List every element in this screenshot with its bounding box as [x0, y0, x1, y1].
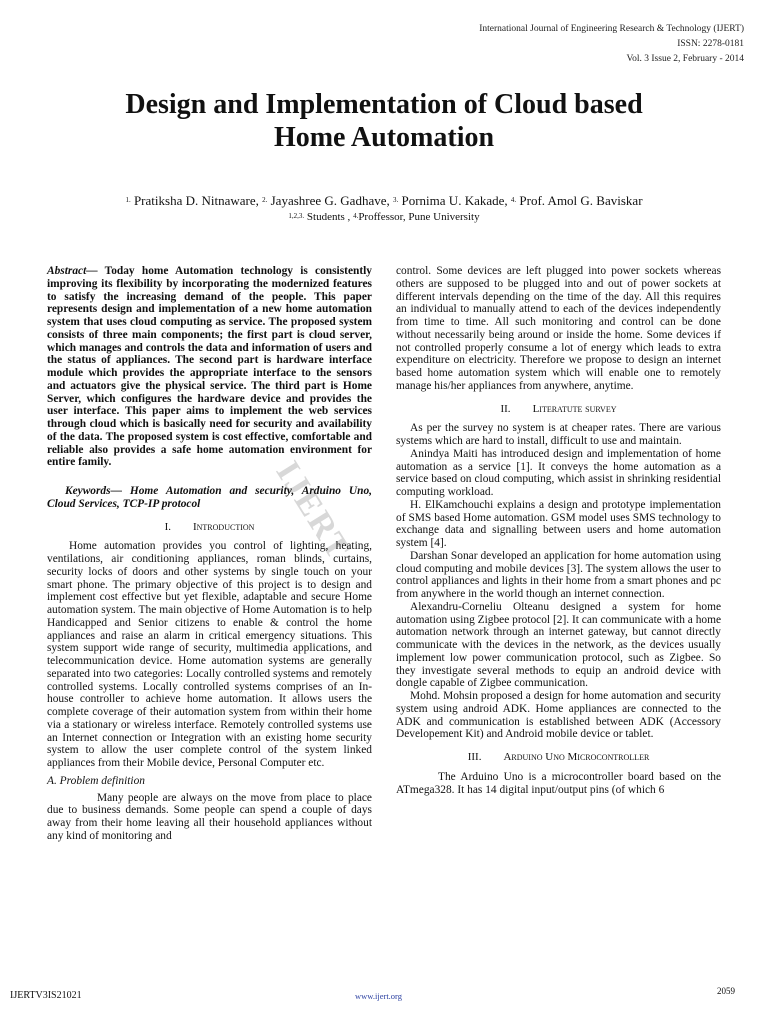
abstract-label: Abstract— [47, 265, 98, 277]
affiliation-students: Students , [304, 211, 354, 223]
paragraph: Mohd. Mohsin proposed a design for home automation and security system using android ADK. Home appliances are connected to the ADK and communication is established between ADK (Accessory Developement Kit) and Android mobile device or tablet. [396, 690, 721, 741]
affiliation-marker-2: 4. [353, 212, 359, 220]
author-list [60, 193, 708, 209]
right-column [396, 265, 721, 796]
section-number: III. [467, 751, 482, 763]
journal-name: International Journal of Engineering Research & Technology (IJERT) [479, 24, 744, 34]
left-column [47, 265, 372, 843]
keywords: Keywords— Home Automation and security, Arduino Uno, Cloud Services, TCP-IP protocol [47, 485, 372, 510]
abstract-text: Today home Automation technology is consistently improving its flexibility by incorporating the modernized features to satisfy the increasing demand of the people. This paper represents design and implementation of a new home automation system that uses cloud computing as service. The proposed system consists of three main components; the first part is cloud server, which manages and controls the data and information of users and the status of appliances. The second part is hardware interface module which provides the appropriate interface to the sensors and actuators give the physical service. The third part is Home Server, which configures the hardware device and provides the user interface. This paper aims to implement the web services through cloud which is basically need for security and availability of the data. The proposed system is cost effective, comfortable and reliable also provides a safe home automation environment for entire family. [47, 265, 372, 469]
abstract [47, 265, 372, 469]
author-1: Pratiksha D. Nitnaware, [130, 193, 263, 208]
page-number: 2059 [717, 986, 735, 996]
section-heading-arduino [396, 751, 721, 764]
journal-website-link[interactable]: www.ijert.org [355, 991, 402, 1001]
section-heading-introduction [47, 521, 372, 534]
author-1-marker: 1. [125, 196, 131, 204]
section-number: II. [500, 402, 511, 415]
section-title: Arduino Uno Microcontroller [503, 751, 650, 763]
section-title: Literatute survey [532, 402, 617, 415]
title-line-1: Design and Implementation of Cloud based [125, 89, 643, 120]
paragraph: control. Some devices are left plugged into power sockets whereas others are supposed to be plugged into and out of power sockets at different intervals depending on the time of the day. All this requires an individual to manually attend to each of the devices independently from time to time. All such monitoring and control can be done without necessarily being around or inside the home. Some devices if not controlled properly consume a lot of energy which leads to extra expenditure on electricity. Therefore we propose to design an internet based home automation system which will enable one to remotely manage his/her appliances from anywhere, anytime. [396, 265, 721, 392]
paragraph: Darshan Sonar developed an application for home automation using cloud computing and mobile devices [3]. The system allows the user to control appliances and lights in their home from a smart phones and pc from anywhere in the world though an internet connection. [396, 549, 721, 600]
paper-title [40, 88, 728, 154]
subsection-heading: A. Problem definition [47, 774, 145, 787]
affiliation-professor: Proffessor, Pune University [358, 211, 480, 223]
journal-header [479, 22, 744, 67]
title-line-2: Home Automation [273, 122, 495, 153]
affiliation [60, 210, 708, 224]
section-heading-literature-survey [396, 403, 721, 416]
watermark: IJERT [268, 455, 358, 568]
affiliation-marker-1: 1,2,3. [288, 212, 305, 220]
paragraph: Alexandru-Corneliu Olteanu designed a system for home automation using Zigbee protocol [2]. It can communicate with a home automation network through an internet gateway, but cannot directly communicate with the devices in the network, as the devices usually implement low power communication protocol, such as Zigbee. So they investigate several methods to equip an android device with dongle capable of Zigbee communication. [396, 600, 721, 690]
paragraph: Home automation provides you control of lighting, heating, ventilations, air conditioning appliances, roman blinds, curtains, security locks of doors and other systems by single touch on your smart phone. The primary objective of this project is to design and implement cost effective but yet flexible, adaptable and secure Home automation system. The main objective of Home Automation is to help Handicapped and Senior citizens to enable & control the home appliances and raise an alarm in critical emergency situations. This system support wide range of security, multimedia applications, and telecommunication device. Home automation systems are generally separated into two categories: Locally controlled systems and remotely controlled systems. Locally controlled systems comprises of an In-house controller to achieve home automation. It allows users the complete coverage of their automation system from within their home via a stationary or wireless interface. Remotely controlled systems use an Internet connection or Integration with an existing home security system to allow the user complete control of the system linked appliances from their Mobile device, Personal Computer etc. [47, 540, 372, 769]
journal-issue: Vol. 3 Issue 2, February - 2014 [626, 54, 744, 64]
paper-id: IJERTV3IS21021 [10, 990, 82, 1001]
section-title: Introduction [192, 520, 255, 533]
author-2-marker: 2. [262, 196, 268, 204]
author-4: Prof. Amol G. Baviskar [516, 193, 643, 208]
author-4-marker: 4. [510, 196, 517, 204]
paragraph: H. ElKamchouchi explains a design and prototype implementation of SMS based Home automation. GSM model uses SMS technology to exchange data and signalling between users and home automation system [4]. [396, 498, 721, 549]
paragraph: Anindya Maiti has introduced design and implementation of home automation as a service [1]. It conveys the home automation as a service based on cloud computing, which assist in shrinking residential computing workload. [396, 447, 721, 498]
section-number: I. [164, 520, 171, 533]
author-3: Pornima U. Kakade, [398, 193, 511, 208]
author-2: Jayashree G. Gadhave, [267, 193, 393, 208]
paragraph: As per the survey no system is at cheaper rates. There are various systems which are hard to install, difficult to use and maintain. [396, 422, 721, 447]
paragraph: The Arduino Uno is a microcontroller board based on the ATmega328. It has 14 digital input/output pins (of which 6 [396, 770, 721, 796]
journal-issn: ISSN: 2278-0181 [677, 39, 744, 49]
paragraph: Many people are always on the move from place to place due to business demands. Some people can spend a couple of days away from their home leaving all their household appliances without any kind of monitoring and [47, 791, 372, 842]
author-3-marker: 3. [393, 196, 399, 204]
